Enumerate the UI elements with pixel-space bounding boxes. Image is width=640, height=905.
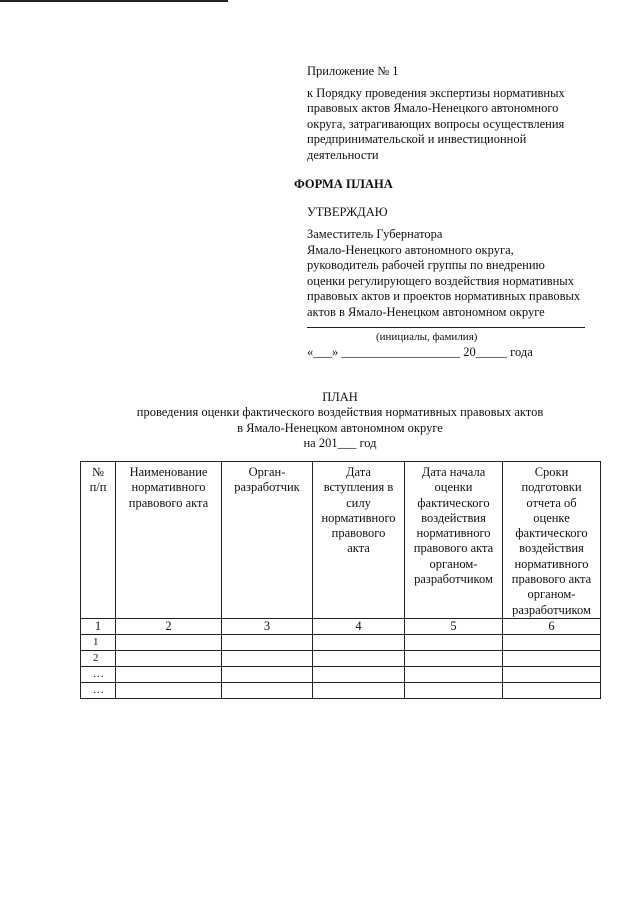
column-number: 6 xyxy=(503,618,601,634)
signature-caption: (инициалы, фамилия) xyxy=(376,331,478,343)
annex-line: правовых актов Ямало-Ненецкого автономного xyxy=(307,101,559,115)
column-number-row xyxy=(81,618,601,634)
table-cell xyxy=(222,682,313,698)
table-cell xyxy=(405,682,503,698)
approval-line: оценки регулирующего воздействия нормативных xyxy=(307,273,574,288)
table-cell xyxy=(313,666,405,682)
table-cell xyxy=(503,682,601,698)
table-header-row xyxy=(81,462,601,619)
row-number: … xyxy=(81,682,116,698)
header-cell-number xyxy=(81,462,116,619)
row-number: 1 xyxy=(81,634,116,650)
row-number: 2 xyxy=(81,650,116,666)
column-number: 3 xyxy=(222,618,313,634)
header-cell-effective-date xyxy=(313,462,405,619)
header-cell-assessment-start xyxy=(405,462,503,619)
table-cell xyxy=(405,650,503,666)
table-row xyxy=(81,650,601,666)
table-cell xyxy=(313,634,405,650)
annex-title: Приложение № 1 xyxy=(307,64,399,78)
header-label: Орган- разработчик xyxy=(234,465,300,495)
table-row xyxy=(81,666,601,682)
header-cell-report-deadline xyxy=(503,462,601,619)
plan-year-line: на 201___ год xyxy=(303,436,377,450)
header-label: Дата вступления в силу нормативного правового акта xyxy=(321,465,396,556)
table-cell xyxy=(116,682,222,698)
table-cell xyxy=(503,650,601,666)
header-label: Дата начала оценки фактического воздействия нормативного правового акта органом- разработчиком xyxy=(413,465,494,587)
annex-line: предпринимательской и инвестиционной xyxy=(307,132,527,146)
table-cell xyxy=(503,634,601,650)
table-cell xyxy=(313,650,405,666)
annex-line: округа, затрагивающих вопросы осуществления xyxy=(307,116,565,131)
table-cell xyxy=(222,666,313,682)
form-title: ФОРМА ПЛАНА xyxy=(294,177,393,191)
approval-block xyxy=(307,227,580,320)
column-number: 2 xyxy=(116,618,222,634)
header-label: Сроки подготовки отчета об оценке фактического воздействия нормативного правового акта органом- разработчиком xyxy=(511,465,592,617)
table-row xyxy=(81,682,601,698)
plan-subtitle xyxy=(0,405,640,452)
approval-line: актов в Ямало-Ненецком автономном округе xyxy=(307,304,545,319)
table-row xyxy=(81,634,601,650)
annex-line: к Порядку проведения экспертизы нормативных xyxy=(307,85,565,100)
annex-block xyxy=(307,64,565,163)
annex-line: деятельности xyxy=(307,147,379,162)
signature-line xyxy=(307,327,585,328)
column-number: 5 xyxy=(405,618,503,634)
approval-line: правовых актов и проектов нормативных правовых xyxy=(307,289,581,303)
approval-heading: УТВЕРЖДАЮ xyxy=(307,205,388,219)
table-cell xyxy=(503,666,601,682)
approval-line: Заместитель Губернатора xyxy=(307,227,443,241)
plan-subtitle-line: в Ямало-Ненецком автономном округе xyxy=(237,420,443,435)
table-cell xyxy=(405,634,503,650)
table-cell xyxy=(313,682,405,698)
approval-date-line: «___» ___________________ 20_____ года xyxy=(307,345,533,359)
header-label: Наименование нормативного правового акта xyxy=(128,465,209,510)
column-number: 1 xyxy=(81,618,116,634)
column-number: 4 xyxy=(313,618,405,634)
table-cell xyxy=(222,650,313,666)
plan-title: ПЛАН xyxy=(322,390,358,404)
plan-subtitle-line: проведения оценки фактического воздействия нормативных правовых актов xyxy=(136,405,544,419)
table-cell xyxy=(116,650,222,666)
approval-line: Ямало-Ненецкого автономного округа, xyxy=(307,242,514,257)
scan-edge-mark xyxy=(0,0,228,2)
header-cell-developer xyxy=(222,462,313,619)
table-cell xyxy=(405,666,503,682)
header-cell-act-name xyxy=(116,462,222,619)
plan-table xyxy=(80,461,601,699)
table-cell xyxy=(222,634,313,650)
header-label: № п/п xyxy=(89,465,107,495)
table-cell xyxy=(116,666,222,682)
row-number: … xyxy=(81,666,116,682)
approval-line: руководитель рабочей группы по внедрению xyxy=(307,258,545,272)
table-cell xyxy=(116,634,222,650)
